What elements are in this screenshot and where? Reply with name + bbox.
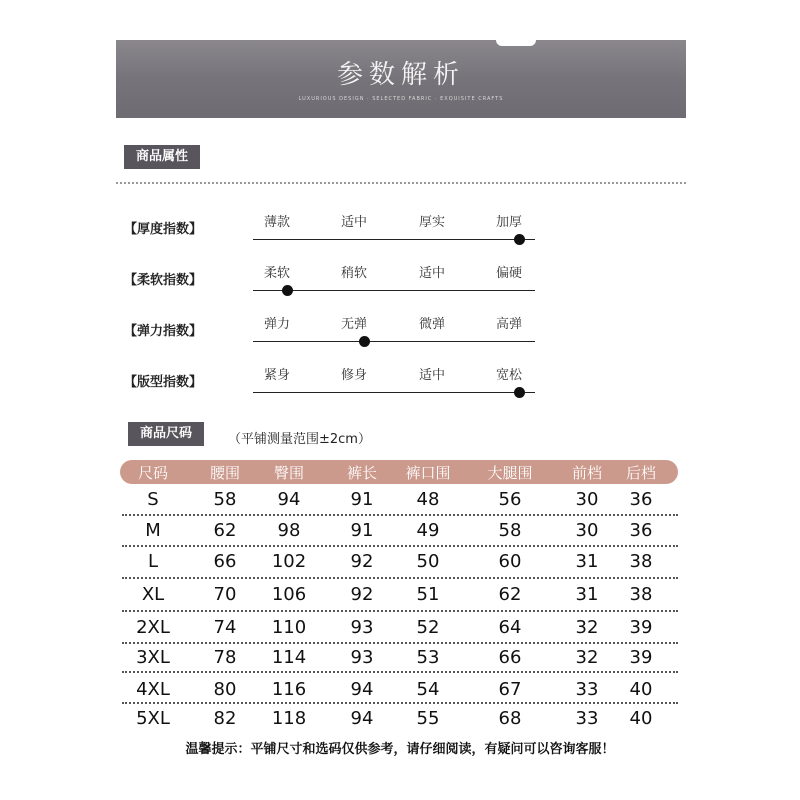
- attribute-marker-dot: [514, 234, 525, 245]
- size-value-cell: 62: [213, 520, 237, 541]
- size-value-cell: 58: [498, 520, 522, 541]
- attribute-option: 无弹: [340, 317, 367, 332]
- size-value-cell: 66: [213, 551, 237, 572]
- size-value-cell: 92: [350, 551, 374, 572]
- size-table-header-cell: 前档: [571, 464, 602, 482]
- footer-note: 温馨提示：平铺尺寸和选码仅供参考，请仔细阅读，有疑问可以咨询客服！: [185, 742, 615, 757]
- banner-subtitle: LUXURIOUS DESIGN · SELECTED FABRIC · EXQUISITE CRAFTS: [298, 96, 504, 102]
- section-divider: [116, 182, 686, 184]
- size-value-cell: 114: [271, 647, 307, 668]
- banner-notch: [496, 38, 536, 46]
- attribute-option: 适中: [418, 368, 445, 383]
- attribute-option: 适中: [418, 266, 445, 281]
- size-value-cell: 118: [271, 708, 307, 729]
- attribute-marker-dot: [514, 387, 525, 398]
- attribute-label: 【柔软指数】: [124, 273, 203, 288]
- size-table-header-cell: 后档: [625, 464, 656, 482]
- size-label-cell: XL: [141, 584, 165, 605]
- size-value-cell: 94: [350, 679, 374, 700]
- size-value-cell: 31: [575, 584, 599, 605]
- attribute-option: 稍软: [340, 266, 367, 281]
- size-value-cell: 30: [575, 520, 599, 541]
- size-value-cell: 82: [213, 708, 237, 729]
- size-value-cell: 40: [629, 708, 653, 729]
- attribute-option: 柔软: [263, 266, 290, 281]
- size-table-header-cell: 腰围: [209, 464, 240, 482]
- size-value-cell: 52: [416, 617, 440, 638]
- size-value-cell: 91: [350, 520, 374, 541]
- attribute-option: 厚实: [418, 215, 445, 230]
- size-value-cell: 110: [271, 617, 307, 638]
- size-value-cell: 30: [575, 489, 599, 510]
- table-row-divider: [122, 577, 678, 579]
- attribute-label: 【厚度指数】: [124, 222, 203, 237]
- size-value-cell: 51: [416, 584, 440, 605]
- size-value-cell: 92: [350, 584, 374, 605]
- size-value-cell: 54: [416, 679, 440, 700]
- size-table-header-cell: 臀围: [273, 464, 304, 482]
- size-value-cell: 91: [350, 489, 374, 510]
- size-value-cell: 48: [416, 489, 440, 510]
- attribute-option: 薄款: [263, 215, 290, 230]
- size-value-cell: 93: [350, 647, 374, 668]
- attribute-label: 【弹力指数】: [124, 324, 203, 339]
- size-value-cell: 36: [629, 489, 653, 510]
- banner-title: 参数解析: [336, 60, 465, 90]
- size-tag: 商品尺码: [128, 422, 204, 446]
- attribute-option: 紧身: [263, 368, 290, 383]
- size-label-cell: S: [147, 489, 159, 510]
- size-value-cell: 53: [416, 647, 440, 668]
- attribute-scale-line: [253, 392, 535, 393]
- attribute-marker-dot: [282, 285, 293, 296]
- size-value-cell: 70: [213, 584, 237, 605]
- size-value-cell: 106: [271, 584, 307, 605]
- attribute-option: 加厚: [495, 215, 522, 230]
- size-table-header-cell: 尺码: [137, 464, 168, 482]
- size-table-header-cell: 裤长: [346, 464, 377, 482]
- size-label-cell: 2XL: [136, 617, 170, 638]
- size-value-cell: 38: [629, 584, 653, 605]
- attribute-option: 宽松: [495, 368, 522, 383]
- size-table-header-cell: 裤口围: [405, 464, 451, 482]
- size-value-cell: 32: [575, 647, 599, 668]
- attribute-scale-line: [253, 239, 535, 240]
- size-value-cell: 74: [213, 617, 237, 638]
- size-label-cell: 3XL: [136, 647, 170, 668]
- size-value-cell: 36: [629, 520, 653, 541]
- header-banner: [116, 40, 686, 118]
- attribute-marker-dot: [359, 336, 370, 347]
- table-row-divider: [122, 702, 678, 704]
- size-value-cell: 38: [629, 551, 653, 572]
- size-value-cell: 102: [271, 551, 307, 572]
- size-value-cell: 39: [629, 647, 653, 668]
- size-value-cell: 94: [277, 489, 301, 510]
- attribute-scale-line: [253, 290, 535, 291]
- size-value-cell: 80: [213, 679, 237, 700]
- size-value-cell: 93: [350, 617, 374, 638]
- size-value-cell: 60: [498, 551, 522, 572]
- table-row-divider: [122, 610, 678, 612]
- size-value-cell: 49: [416, 520, 440, 541]
- size-value-cell: 33: [575, 679, 599, 700]
- size-measure-note: （平铺测量范围±2cm）: [228, 432, 371, 447]
- size-label-cell: 4XL: [136, 679, 170, 700]
- size-value-cell: 31: [575, 551, 599, 572]
- attribute-option: 高弹: [495, 317, 522, 332]
- size-value-cell: 50: [416, 551, 440, 572]
- attribute-scale-line: [253, 341, 535, 342]
- size-value-cell: 39: [629, 617, 653, 638]
- attribute-option: 弹力: [263, 317, 290, 332]
- table-row-divider: [122, 514, 678, 516]
- attribute-option: 适中: [340, 215, 367, 230]
- size-value-cell: 40: [629, 679, 653, 700]
- table-row-divider: [122, 671, 678, 673]
- size-value-cell: 32: [575, 617, 599, 638]
- size-value-cell: 67: [498, 679, 522, 700]
- size-value-cell: 68: [498, 708, 522, 729]
- size-value-cell: 56: [498, 489, 522, 510]
- attribute-option: 偏硬: [495, 266, 522, 281]
- size-value-cell: 98: [277, 520, 301, 541]
- attribute-option: 修身: [340, 368, 367, 383]
- size-value-cell: 64: [498, 617, 522, 638]
- size-table-header-cell: 大腿围: [487, 464, 533, 482]
- size-label-cell: 5XL: [136, 708, 170, 729]
- size-value-cell: 78: [213, 647, 237, 668]
- attribute-option: 微弹: [418, 317, 445, 332]
- size-value-cell: 66: [498, 647, 522, 668]
- attribute-label: 【版型指数】: [124, 375, 203, 390]
- size-value-cell: 58: [213, 489, 237, 510]
- table-row-divider: [122, 642, 678, 644]
- size-value-cell: 94: [350, 708, 374, 729]
- size-value-cell: 33: [575, 708, 599, 729]
- table-row-divider: [122, 545, 678, 547]
- size-value-cell: 62: [498, 584, 522, 605]
- size-label-cell: L: [147, 551, 159, 572]
- size-value-cell: 55: [416, 708, 440, 729]
- size-value-cell: 116: [271, 679, 307, 700]
- attributes-tag: 商品属性: [124, 145, 200, 169]
- size-label-cell: M: [145, 520, 161, 541]
